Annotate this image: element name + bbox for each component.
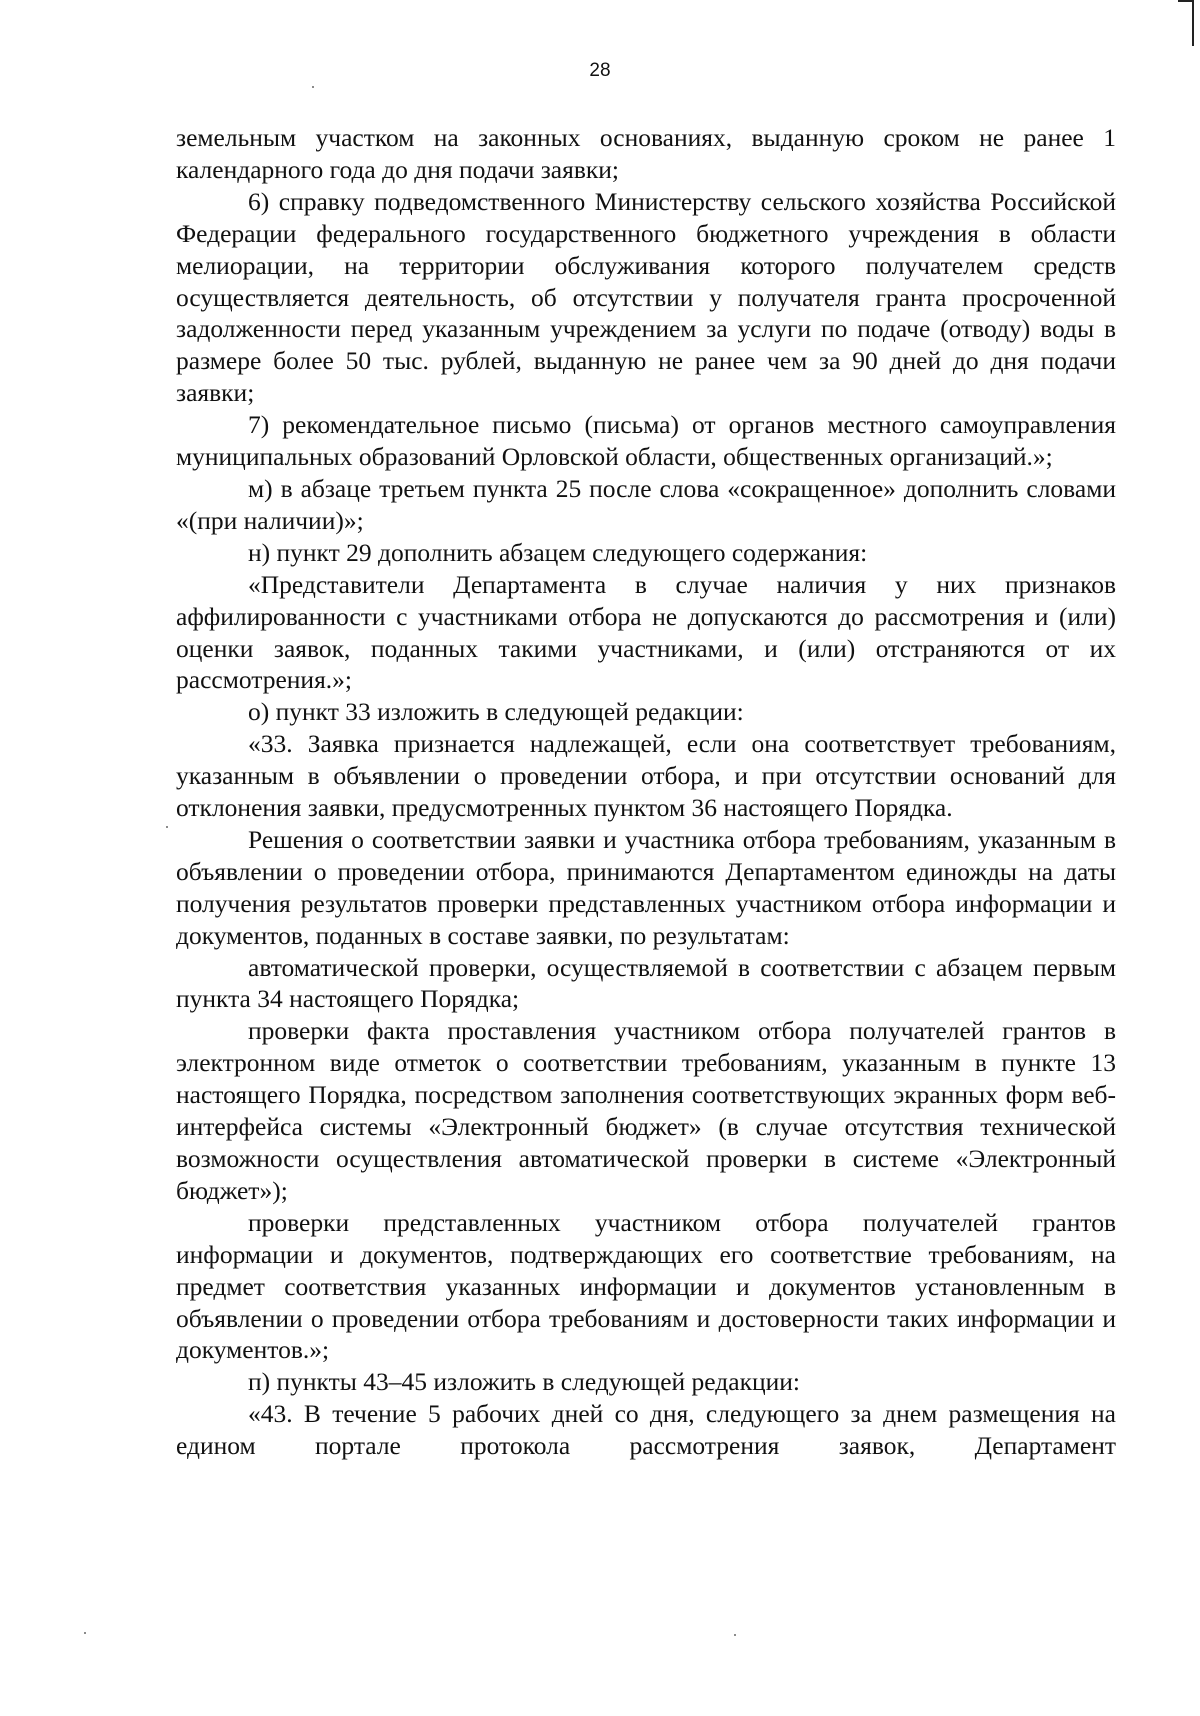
paragraph: автоматической проверки, осуществляемой в соответствии с абзацем первым пункта 34 настоящего Порядка;	[176, 952, 1116, 1014]
scan-speck	[84, 1632, 86, 1634]
paragraph: н) пункт 29 дополнить абзацем следующего содержания:	[248, 537, 868, 567]
scan-corner-mark	[1178, 0, 1194, 46]
paragraph: «43. В течение 5 рабочих дней со дня, следующего за днем размещения на едином портале протокола рассмотрения заявок, Департамент	[176, 1399, 1116, 1461]
paragraph: м) в абзаце третьем пункта 25 после слова «сокращенное» дополнить словами «(при наличии)»;	[176, 473, 1116, 535]
paragraph: проверки представленных участником отбора получателей грантов информации и документов, подтверждающих его соответствие требованиям, на предмет соответствия указанных информации и документов установленным в объявлении о проведении отбора требованиям и достоверности таких информации и документов.»;	[176, 1207, 1116, 1365]
scan-speck	[734, 1634, 736, 1636]
scan-speck	[166, 826, 168, 828]
paragraph: о) пункт 33 изложить в следующей редакции:	[248, 697, 744, 727]
paragraph: проверки факта проставления участником отбора получателей грантов в электронном виде отметок о соответствии требованиям, указанным в пункте 13 настоящего Порядка, посредством заполнения соответствующих экранных форм веб-интерфейса системы «Электронный бюджет» (в случае отсутствия технической возможности осуществления автоматической проверки в системе «Электронный бюджет»);	[176, 1016, 1116, 1205]
paragraph: «Представители Департамента в случае наличия у них признаков аффилированности с участниками отбора не допускаются до рассмотрения и (или) оценки заявок, поданных такими участниками, и (или) отстраняются от их рассмотрения.»;	[176, 569, 1116, 695]
paragraph: «33. Заявка признается надлежащей, если она соответствует требованиям, указанным в объявлении о проведении отбора, и при отсутствии оснований для отклонения заявки, предусмотренных пунктом 36 настоящего Порядка.	[176, 729, 1116, 823]
page-number: 28	[589, 60, 611, 81]
paragraph: земельным участком на законных основаниях, выданную сроком не ранее 1 календарного года до дня подачи заявки;	[176, 123, 1116, 184]
paragraph: 7) рекомендательное письмо (письма) от органов местного самоуправления муниципальных образований Орловской области, общественных организаций.»;	[176, 410, 1116, 472]
scan-speck	[312, 86, 314, 88]
paragraph: Решения о соответствии заявки и участника отбора требованиям, указанным в объявлении о проведении отбора, принимаются Департаментом единожды на даты получения результатов проверки представленных участником отбора информации и документов, поданных в составе заявки, по результатам:	[176, 824, 1116, 950]
document-body	[176, 122, 1116, 1462]
paragraph: 6) справку подведомственного Министерству сельского хозяйства Российской Федерации федерального государственного бюджетного учреждения в области мелиорации, на территории обслуживания которого получателем средств осуществляется деятельность, об отсутствии у получателя гранта просроченной задолженности перед указанным учреждением за услуги по подаче (отводу) воды в размере более 50 тыс. рублей, выданную не ранее чем за 90 дней до дня подачи заявки;	[176, 186, 1116, 408]
paragraph: п) пункты 43–45 изложить в следующей редакции:	[248, 1367, 800, 1397]
